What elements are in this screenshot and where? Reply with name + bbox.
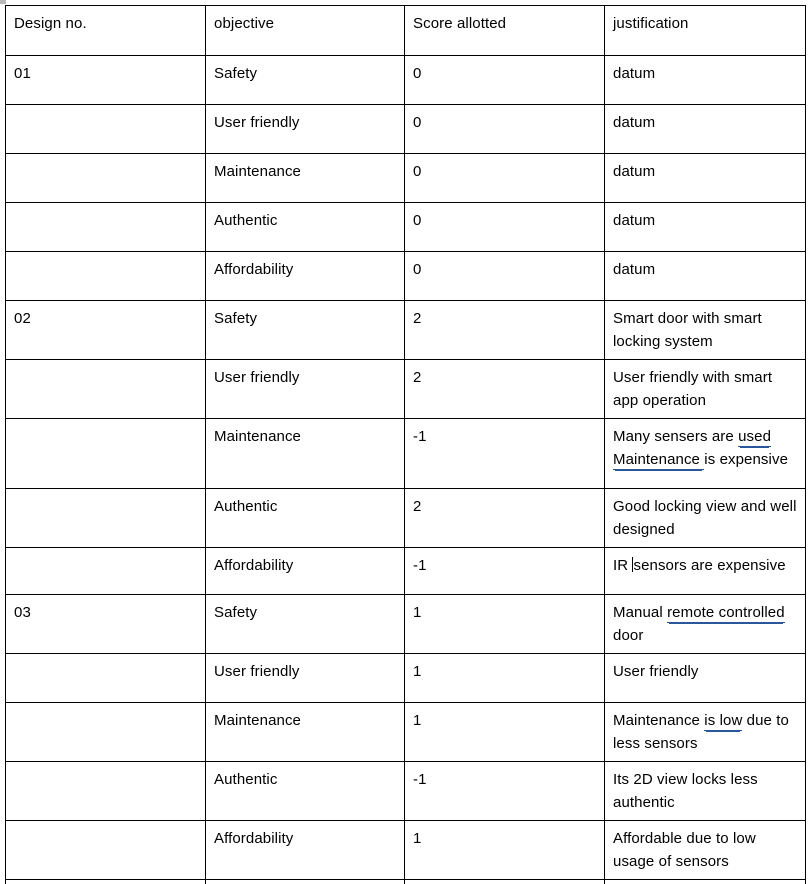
grammar-suggestion-underline[interactable]: remote controlled [667, 604, 785, 623]
cell-objective[interactable] [206, 252, 405, 301]
table-row [6, 301, 806, 360]
cell-truncated [206, 880, 405, 884]
cell-design-no[interactable] [6, 548, 206, 595]
cell-design-no[interactable] [6, 56, 206, 105]
cell-design-no[interactable] [6, 654, 206, 703]
cell-design-no[interactable] [6, 252, 206, 301]
cell-objective-text: User friendly [214, 111, 396, 134]
cell-score-allotted[interactable] [405, 489, 605, 548]
cell-design-no[interactable] [6, 301, 206, 360]
cell-justification-text: datum [613, 62, 797, 85]
cell-score-allotted[interactable] [405, 548, 605, 595]
cell-score-allotted-text: 0 [413, 62, 596, 85]
cell-truncated [605, 880, 806, 884]
table-row [6, 654, 806, 703]
cell-score-allotted-text: 0 [413, 111, 596, 134]
column-header-objective [206, 6, 405, 56]
cell-justification[interactable] [605, 56, 806, 105]
cell-design-no[interactable] [6, 762, 206, 821]
cell-score-allotted-text: 0 [413, 160, 596, 183]
cell-objective-text: Authentic [214, 768, 396, 791]
cell-score-allotted[interactable] [405, 301, 605, 360]
cell-objective[interactable] [206, 703, 405, 762]
cell-justification-text: datum [613, 209, 797, 232]
cell-truncated [6, 880, 206, 884]
cell-score-allotted[interactable] [405, 105, 605, 154]
cell-justification[interactable] [605, 203, 806, 252]
cell-justification-text: Many sensers are used Maintenance is expensive [613, 425, 797, 471]
table-row [6, 154, 806, 203]
cell-score-allotted[interactable] [405, 203, 605, 252]
cell-objective[interactable] [206, 105, 405, 154]
cell-justification-text: Good locking view and well designed [613, 495, 797, 541]
cell-score-allotted-text: -1 [413, 554, 596, 577]
table-row [6, 419, 806, 489]
cell-design-no[interactable] [6, 419, 206, 489]
text-caret [632, 557, 633, 572]
cell-design-no-text: 02 [14, 307, 197, 330]
cell-objective-text: Authentic [214, 495, 396, 518]
cell-objective-text: Safety [214, 62, 396, 85]
cell-score-allotted-text: 1 [413, 709, 596, 732]
cell-objective[interactable] [206, 489, 405, 548]
table-body [6, 6, 806, 884]
column-header-score_allotted [405, 6, 605, 56]
cell-justification[interactable] [605, 252, 806, 301]
cell-score-allotted-text: 2 [413, 307, 596, 330]
cell-justification[interactable] [605, 654, 806, 703]
cell-justification-text: Smart door with smart locking system [613, 307, 797, 353]
table-header-row [6, 6, 806, 56]
cell-justification-text: datum [613, 258, 797, 281]
cell-justification[interactable] [605, 360, 806, 419]
cell-objective[interactable] [206, 360, 405, 419]
cell-design-no-text: 01 [14, 62, 197, 85]
cell-objective-text: Affordability [214, 554, 396, 577]
cell-objective-text: Maintenance [214, 160, 396, 183]
cell-objective[interactable] [206, 56, 405, 105]
cell-design-no[interactable] [6, 595, 206, 654]
cell-score-allotted-text: 1 [413, 601, 596, 624]
cell-score-allotted[interactable] [405, 154, 605, 203]
cell-score-allotted-text: 0 [413, 258, 596, 281]
cell-score-allotted-text: -1 [413, 425, 596, 448]
cell-objective-text: Maintenance [214, 425, 396, 448]
cell-score-allotted[interactable] [405, 252, 605, 301]
table-row [6, 360, 806, 419]
cell-objective[interactable] [206, 548, 405, 595]
cell-score-allotted-text: -1 [413, 768, 596, 791]
cell-score-allotted[interactable] [405, 56, 605, 105]
cell-justification-text: User friendly [613, 660, 797, 683]
cell-justification-text: datum [613, 160, 797, 183]
column-header-score_allotted-text: Score allotted [413, 12, 596, 35]
cell-objective[interactable] [206, 821, 405, 880]
cell-justification-text: Manual remote controlled door [613, 601, 797, 647]
cell-justification-text: User friendly with smart app operation [613, 366, 797, 412]
table-row-truncated [6, 880, 806, 884]
table-row [6, 56, 806, 105]
cell-objective-text: Safety [214, 307, 396, 330]
cell-objective[interactable] [206, 595, 405, 654]
cell-objective-text: User friendly [214, 660, 396, 683]
cell-score-allotted-text: 1 [413, 660, 596, 683]
cell-design-no-text: 03 [14, 601, 197, 624]
cell-design-no[interactable] [6, 105, 206, 154]
cell-justification[interactable] [605, 762, 806, 821]
cell-justification[interactable] [605, 703, 806, 762]
column-header-design_no-text: Design no. [14, 12, 197, 35]
design-selection-matrix-table [5, 5, 806, 884]
cell-justification[interactable] [605, 548, 806, 595]
cell-score-allotted-text: 2 [413, 495, 596, 518]
table-row [6, 595, 806, 654]
cell-score-allotted-text: 0 [413, 209, 596, 232]
cell-justification[interactable] [605, 821, 806, 880]
table-row [6, 762, 806, 821]
cell-justification-text: Affordable due to low usage of sensors [613, 827, 797, 873]
table-row [6, 105, 806, 154]
cell-score-allotted-text: 1 [413, 827, 596, 850]
grammar-suggestion-underline[interactable]: used Maintenance [613, 428, 771, 470]
cell-truncated [405, 880, 605, 884]
table-row [6, 489, 806, 548]
cell-objective[interactable] [206, 654, 405, 703]
table-row [6, 252, 806, 301]
cell-justification[interactable] [605, 105, 806, 154]
cell-score-allotted[interactable] [405, 821, 605, 880]
grammar-suggestion-underline[interactable]: is low [704, 712, 742, 731]
cell-justification-text: IR sensors are expensive [613, 554, 797, 577]
cell-score-allotted[interactable] [405, 654, 605, 703]
cell-justification[interactable] [605, 301, 806, 360]
table-row [6, 548, 806, 595]
cell-justification[interactable] [605, 489, 806, 548]
cell-objective[interactable] [206, 762, 405, 821]
cell-justification-text: Its 2D view locks less authentic [613, 768, 797, 814]
cell-objective-text: Affordability [214, 827, 396, 850]
cell-score-allotted[interactable] [405, 360, 605, 419]
cell-score-allotted[interactable] [405, 703, 605, 762]
table-row [6, 703, 806, 762]
cell-objective-text: User friendly [214, 366, 396, 389]
column-header-design_no [6, 6, 206, 56]
cell-objective-text: Safety [214, 601, 396, 624]
cell-design-no[interactable] [6, 489, 206, 548]
cell-objective[interactable] [206, 154, 405, 203]
cell-objective-text: Authentic [214, 209, 396, 232]
cell-score-allotted-text: 2 [413, 366, 596, 389]
cell-design-no[interactable] [6, 821, 206, 880]
cell-design-no[interactable] [6, 203, 206, 252]
table-row [6, 203, 806, 252]
cell-justification-text: Maintenance is low due to less sensors [613, 709, 797, 755]
cell-justification[interactable] [605, 419, 806, 489]
cell-design-no[interactable] [6, 360, 206, 419]
column-header-justification [605, 6, 806, 56]
cell-justification[interactable] [605, 154, 806, 203]
cell-design-no[interactable] [6, 154, 206, 203]
cell-objective[interactable] [206, 203, 405, 252]
cell-objective[interactable] [206, 419, 405, 489]
cell-justification[interactable] [605, 595, 806, 654]
table-row [6, 821, 806, 880]
cell-objective-text: Affordability [214, 258, 396, 281]
cell-objective-text: Maintenance [214, 709, 396, 732]
cell-score-allotted[interactable] [405, 762, 605, 821]
cell-objective[interactable] [206, 301, 405, 360]
cell-justification-text: datum [613, 111, 797, 134]
column-header-justification-text: justification [613, 12, 797, 35]
cell-design-no[interactable] [6, 703, 206, 762]
cell-score-allotted[interactable] [405, 419, 605, 489]
column-header-objective-text: objective [214, 12, 396, 35]
cell-score-allotted[interactable] [405, 595, 605, 654]
